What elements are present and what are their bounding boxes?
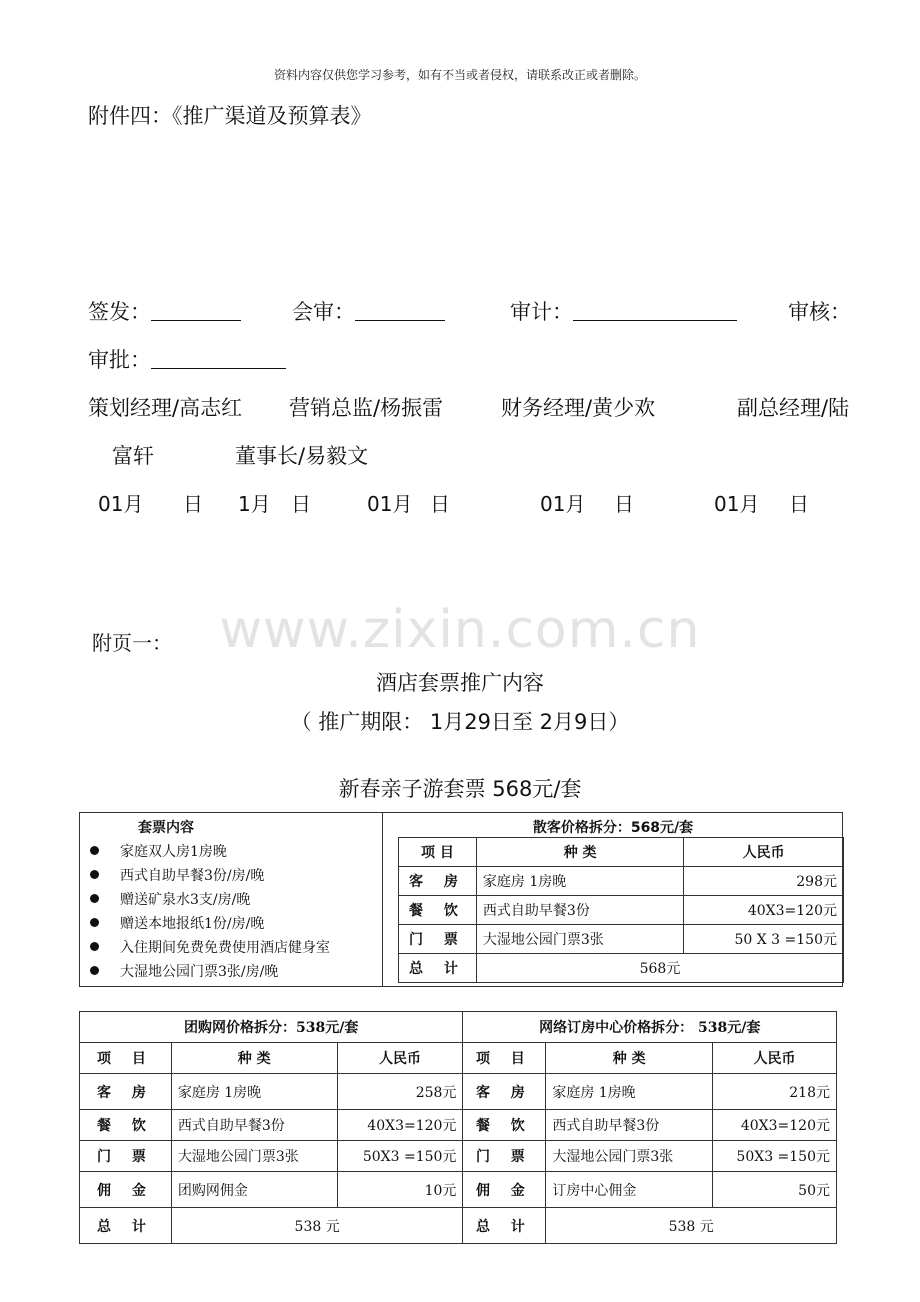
cell-item: 门 票 [80, 1141, 172, 1172]
date-day: 日 [789, 492, 809, 516]
date-month: 01月 [367, 492, 413, 516]
list-item [90, 864, 330, 888]
date-day: 日 [614, 492, 634, 516]
list-item [90, 936, 330, 960]
list-item-text: 西式自助早餐3份/房/晚 [120, 868, 265, 884]
cell-total-label: 总 计 [80, 1208, 172, 1244]
bullet-icon [90, 870, 99, 879]
list-item [90, 888, 330, 912]
column-header-kind: 种 类 [476, 838, 683, 867]
list-item-text: 入住期间免费免费使用酒店健身室 [120, 940, 330, 956]
sign-issue [88, 296, 241, 326]
cell-rmb: 218元 [713, 1074, 837, 1110]
attachment-four-title: 附件四：《推广渠道及预算表》 [88, 104, 372, 128]
bullet-icon [90, 894, 99, 903]
name-chairman: 董事长/易毅文 [235, 444, 369, 468]
date-month: 01月 [98, 492, 144, 516]
sign-issue-blank [151, 302, 241, 321]
booking-price-title: 网络订房中心价格拆分： 538元/套 [463, 1012, 837, 1043]
date-month: 01月 [714, 492, 760, 516]
list-item-text: 赠送本地报纸1份/房/晚 [120, 916, 265, 932]
cell-rmb: 258元 [337, 1074, 463, 1110]
list-item-text: 赠送矿泉水3支/房/晚 [120, 892, 251, 908]
date-day: 日 [430, 492, 450, 516]
list-item [90, 960, 330, 984]
table-row [80, 1110, 837, 1141]
table-header-row [80, 1043, 837, 1074]
package-contents-list [90, 840, 330, 984]
cell-kind: 团购网佣金 [171, 1172, 337, 1208]
sign-issue-label: 签发： [88, 300, 151, 324]
cell-rmb: 40X3=120元 [684, 896, 844, 925]
package-box-divider [382, 813, 383, 986]
retail-price-title: 散客价格拆分：568元/套 [532, 820, 694, 836]
sign-countersign [292, 296, 445, 326]
table-row [399, 896, 844, 925]
cell-rmb: 50元 [713, 1172, 837, 1208]
list-item [90, 912, 330, 936]
bullet-icon [90, 846, 99, 855]
cell-rmb: 50X3 =150元 [713, 1141, 837, 1172]
sign-countersign-blank [355, 302, 445, 321]
package-box [79, 812, 843, 987]
cell-kind: 西式自助早餐3份 [171, 1110, 337, 1141]
date-month: 01月 [540, 492, 586, 516]
cell-item: 餐 饮 [463, 1110, 546, 1141]
cell-kind: 家庭房 1房晚 [171, 1074, 337, 1110]
column-header-item: 项 目 [463, 1043, 546, 1074]
disclaimer-notice: 资料内容仅供您学习参考，如有不当或者侵权，请联系改正或者删除。 [273, 68, 646, 82]
date-day: 日 [183, 492, 203, 516]
cell-kind: 家庭房 1房晚 [546, 1074, 713, 1110]
cell-kind: 订房中心佣金 [546, 1172, 713, 1208]
sign-audit-blank [573, 302, 737, 321]
bullet-icon [90, 966, 99, 975]
cell-item: 客 房 [399, 867, 477, 896]
cell-item: 客 房 [80, 1074, 172, 1110]
package-headline: 新春亲子游套票 568元/套 [338, 777, 582, 801]
bullet-icon [90, 942, 99, 951]
cell-rmb: 40X3=120元 [337, 1110, 463, 1141]
table-row [80, 1172, 837, 1208]
name-planning-manager: 策划经理/高志红 [88, 396, 243, 420]
list-item [90, 840, 330, 864]
cell-total: 568元 [476, 954, 843, 983]
retail-price-table [398, 837, 844, 983]
name-marketing-director: 营销总监/杨振雷 [289, 396, 444, 420]
cell-kind: 大湿地公园门票3张 [476, 925, 683, 954]
cell-item: 餐 饮 [80, 1110, 172, 1141]
table-row [80, 1141, 837, 1172]
sign-approve-blank [151, 350, 286, 369]
column-header-rmb: 人民币 [337, 1043, 463, 1074]
name-deputy-gm: 副总经理/陆 [737, 396, 850, 420]
promo-period: （ 推广期限： 1月29日至 2月9日） [290, 710, 630, 734]
cell-rmb: 40X3=120元 [713, 1110, 837, 1141]
cell-item: 门 票 [399, 925, 477, 954]
column-header-kind: 种 类 [171, 1043, 337, 1074]
cell-rmb: 50X3 =150元 [337, 1141, 463, 1172]
promo-title: 酒店套票推广内容 [376, 671, 544, 695]
cell-item: 客 房 [463, 1074, 546, 1110]
column-header-item: 项 目 [399, 838, 477, 867]
cell-total-label: 总 计 [399, 954, 477, 983]
column-header-item: 项 目 [80, 1043, 172, 1074]
cell-kind: 大湿地公园门票3张 [546, 1141, 713, 1172]
cell-kind: 西式自助早餐3份 [476, 896, 683, 925]
appendix-one-label: 附页一： [92, 631, 172, 655]
table-header-row [399, 838, 844, 867]
table-total-row [399, 954, 844, 983]
sign-countersign-label: 会审： [292, 300, 355, 324]
cell-item: 佣 金 [463, 1172, 546, 1208]
list-item-text: 大湿地公园门票3张/房/晚 [120, 964, 279, 980]
column-header-rmb: 人民币 [684, 838, 844, 867]
cell-rmb: 50 X 3 =150元 [684, 925, 844, 954]
sign-audit [510, 296, 737, 326]
table-title-row [80, 1012, 837, 1043]
sign-approve-label: 审批： [88, 348, 151, 372]
table-total-row [80, 1208, 837, 1244]
watermark: www.zixin.com.cn [219, 600, 701, 660]
table-row [399, 867, 844, 896]
cell-rmb: 10元 [337, 1172, 463, 1208]
sign-audit-label: 审计： [510, 300, 573, 324]
cell-item: 门 票 [463, 1141, 546, 1172]
cell-total: 538 元 [546, 1208, 837, 1244]
cell-total-label: 总 计 [463, 1208, 546, 1244]
cell-kind: 西式自助早餐3份 [546, 1110, 713, 1141]
bullet-icon [90, 918, 99, 927]
name-deputy-gm-cont: 富轩 [112, 444, 154, 468]
column-header-kind: 种 类 [546, 1043, 713, 1074]
table-row [399, 925, 844, 954]
date-day: 日 [291, 492, 311, 516]
name-finance-manager: 财务经理/黄少欢 [501, 396, 656, 420]
column-header-rmb: 人民币 [713, 1043, 837, 1074]
sign-review-label: 审核： [788, 300, 851, 324]
table-row [80, 1074, 837, 1110]
cell-total: 538 元 [171, 1208, 463, 1244]
sign-approve [88, 344, 286, 374]
package-contents-title: 套票内容 [138, 820, 194, 836]
list-item-text: 家庭双人房1房晚 [120, 844, 227, 860]
cell-kind: 家庭房 1房晚 [476, 867, 683, 896]
cell-item: 餐 饮 [399, 896, 477, 925]
cell-kind: 大湿地公园门票3张 [171, 1141, 337, 1172]
channel-price-table [79, 1011, 837, 1244]
cell-item: 佣 金 [80, 1172, 172, 1208]
cell-rmb: 298元 [684, 867, 844, 896]
date-month: 1月 [238, 492, 271, 516]
groupbuy-price-title: 团购网价格拆分：538元/套 [80, 1012, 463, 1043]
